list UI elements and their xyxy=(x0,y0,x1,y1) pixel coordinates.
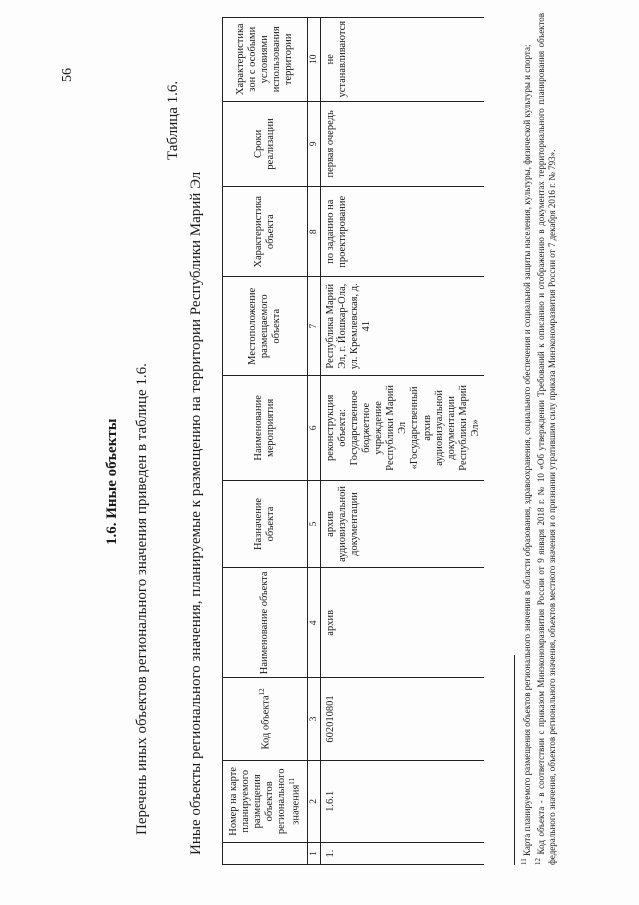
table-label: Таблица 1.6. xyxy=(165,80,181,160)
header-map-number: Номер на карте планируемого размещения объектов регионального значения$^{11}$ xyxy=(223,760,308,842)
header-cell: Характеристика зон с особыми условиями использования территории xyxy=(223,18,308,102)
header-cell: Характеристика объекта xyxy=(223,187,308,277)
header-code: Код объекта$^{12}$ xyxy=(223,678,308,760)
cell-zones: не устанавливаются xyxy=(321,18,484,102)
footnotes xyxy=(520,13,559,865)
header-cell: Местоположение размещаемого объекта xyxy=(223,277,308,376)
cell-characteristic: по заданию на проектирование xyxy=(321,187,484,277)
column-number: 8 xyxy=(308,187,321,277)
cell-purpose: архив аудиовизуальной документации xyxy=(321,480,484,568)
header-cell: Назначение объекта xyxy=(223,480,308,568)
column-number: 5 xyxy=(308,480,321,568)
header-cell: Наименование объекта xyxy=(223,568,308,678)
column-number-row xyxy=(308,18,321,865)
cell-name: архив xyxy=(321,568,484,678)
cell-code: 602010801 xyxy=(321,678,484,760)
cell-row-number: 1. xyxy=(321,843,484,865)
cell-timing: первая очередь xyxy=(321,101,484,187)
column-number: 6 xyxy=(308,376,321,480)
table-heading: Иные объекты регионального значения, планируемые к размещению на территории Республики Марий Эл xyxy=(188,171,204,855)
objects-table xyxy=(222,17,484,865)
table-header-row xyxy=(223,18,308,865)
table-row xyxy=(321,18,484,865)
cell-map-number: 1.6.1 xyxy=(321,760,484,842)
intro-text: Перечень иных объектов регионального значения приведен в таблице 1.6. xyxy=(134,363,150,835)
section-title: 1.6. Иные объекты xyxy=(104,418,120,545)
column-number: 3 xyxy=(308,678,321,760)
footnote-11: $^{11}$ Карта планируемого размещения объектов регионального значения в области образования, здравоохранения, социального обеспечения и социальной защиты населения, культуры, физической культуры и спорта; xyxy=(520,44,532,865)
header-cell: Сроки реализации xyxy=(223,101,308,187)
cell-activity: реконструкция объекта: Государственное бюджетное учреждение Республики Марий Эл «Государственный архив аудиовизуальной документации Республики Марий Эл» xyxy=(321,376,484,480)
footnote-divider xyxy=(514,655,515,865)
column-number: 2 xyxy=(308,760,321,842)
header-cell xyxy=(223,843,308,865)
column-number: 9 xyxy=(308,101,321,187)
footnote-12: $^{12}$ Код объекта - в соответствии с приказом Минэкономразвития России от 9 января 2018 г. № 10 «Об утверждении Требований к описанию и отображению в документах территориального планирования объектов федерального значения, объектов регионального значения, объектов местного значения и о признании утратившим силу приказа Минэкономразвития России от 7 декабря 2016 г. № 793». xyxy=(533,12,558,865)
column-number: 10 xyxy=(308,18,321,102)
cell-location: Республика Марий Эл, г. Йошкар-Ола, ул. Кремлевская, д. 41 xyxy=(321,277,484,376)
page-number: 56 xyxy=(60,68,75,82)
header-cell: Наименование мероприятия xyxy=(223,376,308,480)
column-number: 4 xyxy=(308,568,321,678)
column-number: 1 xyxy=(308,843,321,865)
column-number: 7 xyxy=(308,277,321,376)
